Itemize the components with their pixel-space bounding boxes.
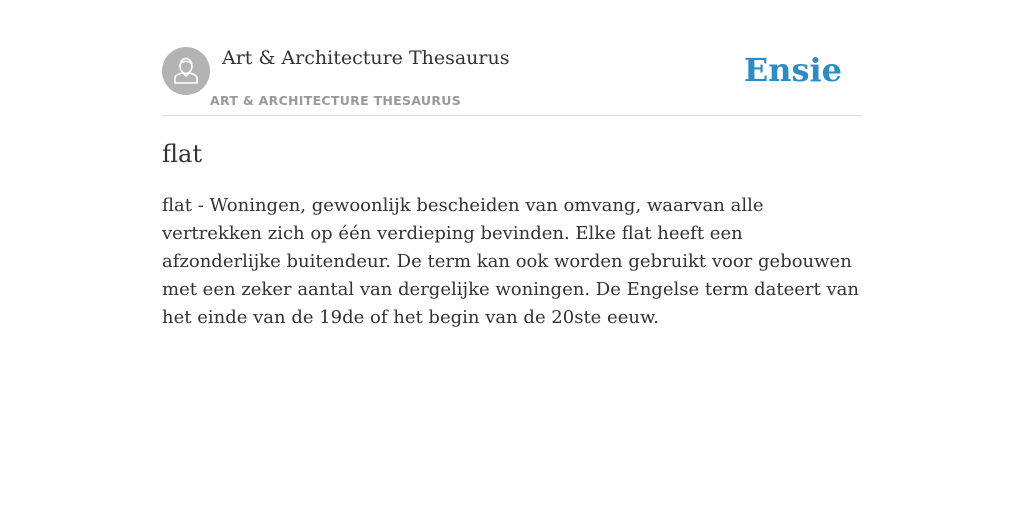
site-subtitle[interactable]: ART & ARCHITECTURE THESAURUS	[210, 93, 462, 108]
brand-logo[interactable]: Ensie	[743, 51, 842, 89]
definition-text: flat - Woningen, gewoonlijk bescheiden van omvang, waarvan alle vertrekken zich op één verdieping bevinden. Elke flat heeft een afzonderlijke buitendeur. De term kan ook worden gebruikt voor gebouwen met een zeker aantal van dergelijke woningen. De Engelse term dateert van het einde van de 19de of het begin van de 20ste eeuw.	[162, 195, 859, 328]
user-silhouette-icon	[162, 47, 210, 95]
site-title[interactable]: Art & Architecture Thesaurus	[222, 47, 510, 69]
page-title: flat	[162, 140, 202, 168]
header	[162, 45, 862, 116]
avatar[interactable]	[162, 47, 210, 95]
